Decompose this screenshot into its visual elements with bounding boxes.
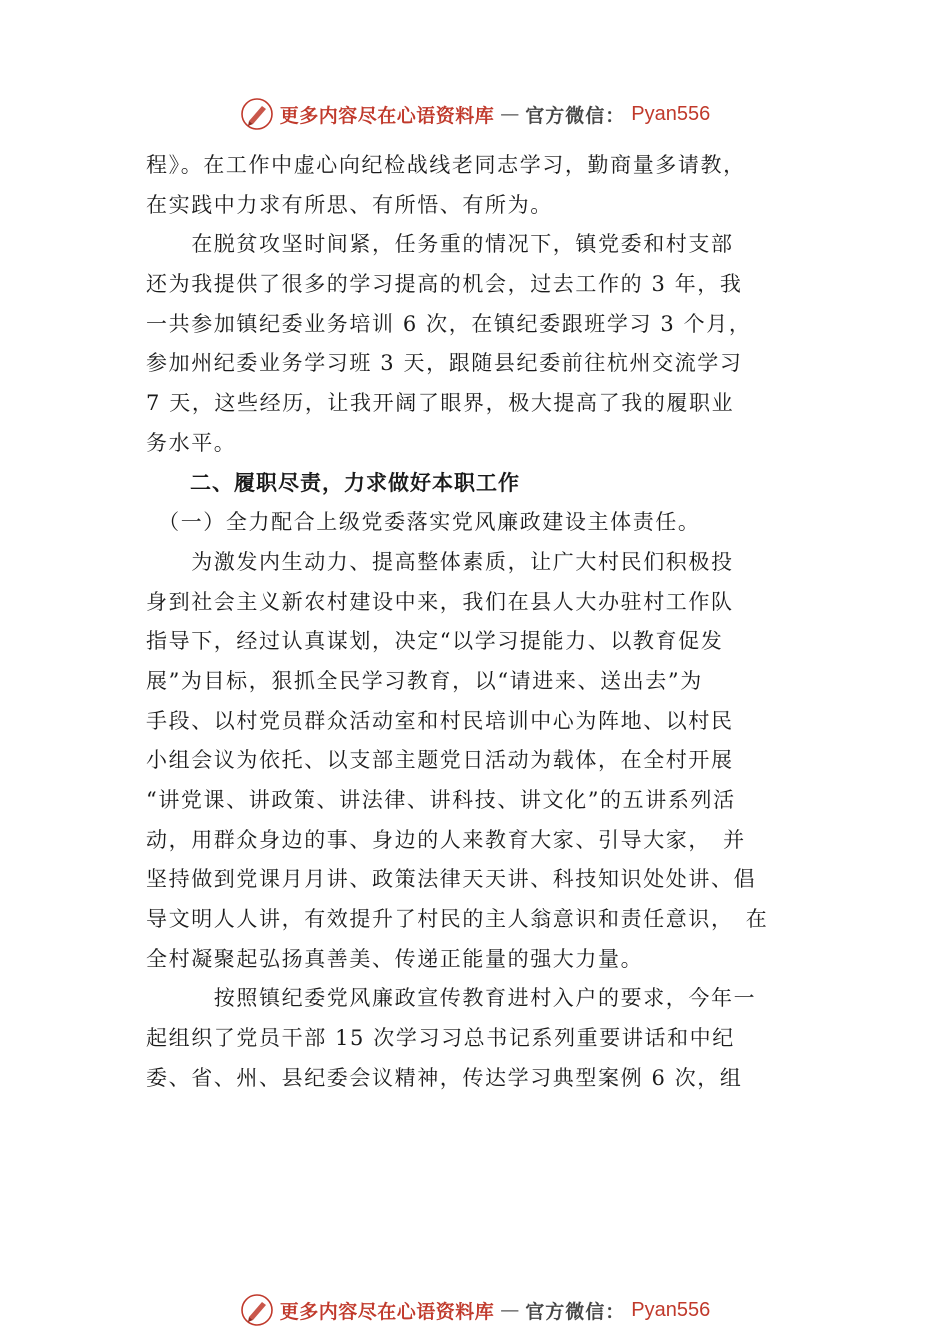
watermark-site-text: 更多内容尽在心语资料库 <box>279 1300 495 1323</box>
text-line: 按照镇纪委党风廉政宣传教育进村入户的要求，今年一 <box>146 986 757 1011</box>
watermark-wechat-id: Pyan556 <box>631 1298 711 1321</box>
text-line: “讲党课、讲政策、讲法律、讲科技、讲文化”的五讲系列活 <box>146 788 736 812</box>
header-watermark <box>0 94 950 134</box>
watermark-dash: — <box>500 103 520 125</box>
text-line: 起组织了党员干部 15 次学习习总书记系列重要讲话和中纪 <box>146 1026 735 1051</box>
text-line: 小组会议为依托、以支部主题党日活动为载体，在全村开展 <box>146 748 734 773</box>
text-line: 身到社会主义新农村建设中来，我们在县人大办驻村工作队 <box>146 589 734 614</box>
text-line: 一共参加镇纪委业务培训 6 次，在镇纪委跟班学习 3 个月， <box>146 311 752 336</box>
text-line: 还为我提供了很多的学习提高的机会，过去工作的 3 年，我 <box>146 272 743 297</box>
text-line: 在实践中力求有所思、有所悟、有所为。 <box>146 192 553 217</box>
text-line: 在脱贫攻坚时间紧，任务重的情况下，镇党委和村支部 <box>146 232 734 257</box>
footer-watermark <box>0 1290 950 1330</box>
text-line: 程》。在工作中虚心向纪检战线老同志学习，勤商量多请教， <box>146 153 746 177</box>
text-line: 全村凝聚起弘扬真善美、传递正能量的强大力量。 <box>146 946 644 971</box>
watermark-wechat-id: Pyan556 <box>631 102 711 125</box>
watermark-site-text: 更多内容尽在心语资料库 <box>279 104 495 127</box>
text-line: 参加州纪委业务学习班 3 天，跟随县纪委前往杭州交流学习 <box>146 351 743 376</box>
text-line: 为激发内生动力、提高整体素质，让广大村民们积极投 <box>146 549 734 574</box>
document-body <box>146 146 826 1099</box>
pen-logo-icon <box>240 1293 274 1327</box>
text-line: 委、省、州、县纪委会议精神，传达学习典型案例 6 次，组 <box>146 1065 743 1090</box>
text-line: 展”为目标，狠抓全民学习教育，以“请进来、送出去”为 <box>146 668 703 693</box>
watermark-dash: — <box>500 1299 520 1321</box>
watermark-official-label: 官方微信： <box>525 104 626 127</box>
text-line: 手段、以村党员群众活动室和村民培训中心为阵地、以村民 <box>146 708 734 733</box>
text-line: 7 天，这些经历，让我开阔了眼界，极大提高了我的履职业 <box>146 391 735 416</box>
text-line: 坚持做到党课月月讲、政策法律天天讲、科技知识处处讲、倡 <box>146 867 757 892</box>
text-line: 动，用群众身边的事、身边的人来教育大家、引导大家， 并 <box>146 827 746 852</box>
subsection-heading: （一）全力配合上级党委落实党风廉政建设主体责任。 <box>146 510 701 535</box>
text-line: 导文明人人讲，有效提升了村民的主人翁意识和责任意识， 在 <box>146 907 769 932</box>
text-line: 指导下，经过认真谋划，决定“以学习提能力、以教育促发 <box>146 629 724 654</box>
watermark-official-label: 官方微信： <box>525 1300 626 1323</box>
text-line: 务水平。 <box>146 430 237 455</box>
pen-logo-icon <box>240 97 274 131</box>
section-heading: 二、履职尽责，力求做好本职工作 <box>146 470 520 495</box>
